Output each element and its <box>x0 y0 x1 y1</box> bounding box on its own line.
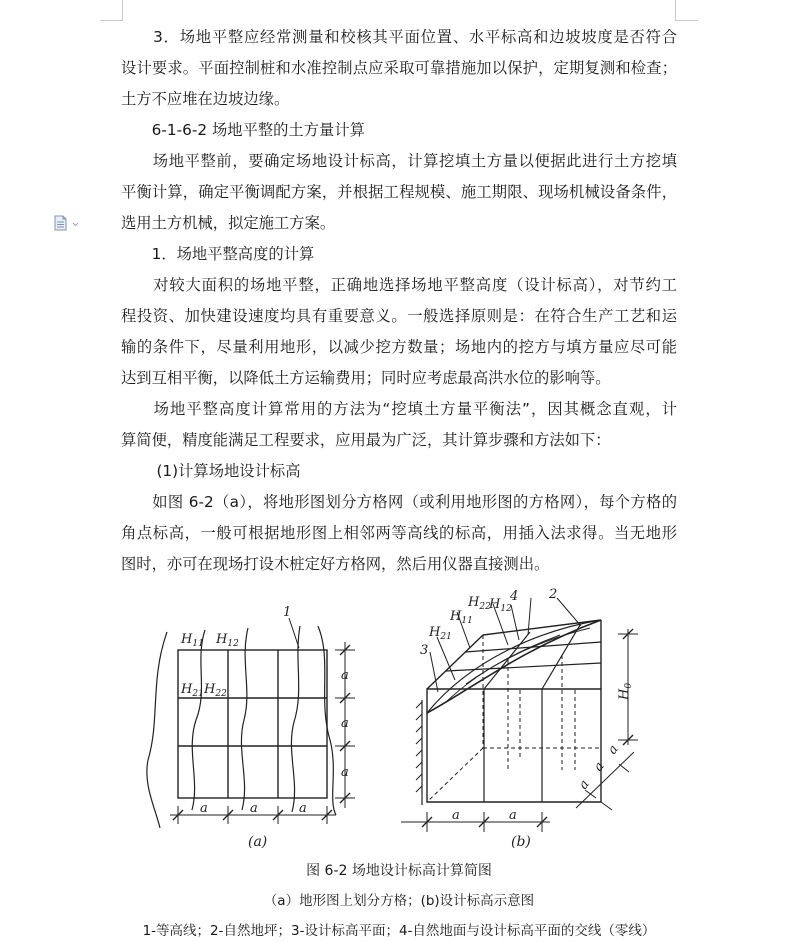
dim-a: a <box>200 801 208 816</box>
paragraph-line: 角点标高，一般可根据地形图上相邻两等高线的标高，用插入法求得。当无地形 <box>121 524 677 542</box>
dim-a: a <box>509 808 517 823</box>
dim-a: a <box>341 765 349 780</box>
dim-a: a <box>604 742 622 758</box>
label-h21: $H_{21}$ <box>181 682 204 699</box>
subsection-heading: 1．场地平整高度的计算 <box>121 245 315 263</box>
paragraph-line: 图时，亦可在现场打设木桩定好方格网，然后用仪器直接测出。 <box>121 555 550 573</box>
paragraph-line: 如图 6-2（a），将地形图划分方格网（或利用地形图的方格网），每个方格的 <box>121 493 677 511</box>
figure-subtitle: （a）地形图上划分方格；(b)设计标高示意图 <box>263 893 535 909</box>
figure-legend: 1-等高线；2-自然地坪；3-设计标高平面；4-自然地面与设计标高平面的交线（零线） <box>142 923 656 939</box>
paragraph-line: 土方不应堆在边坡边缘。 <box>121 90 290 108</box>
paragraph-line: 算简便，精度能满足工程要求，应用最为广泛，其计算步骤和方法如下： <box>121 431 611 449</box>
paragraph-line: 程投资、加快建设速度均具有重要意义。一般选择原则是：在符合生产工艺和运 <box>121 307 677 325</box>
label-h11: $H_{11}$ <box>181 632 204 649</box>
section-heading: 6-1-6-2 场地平整的土方量计算 <box>121 121 365 139</box>
label-h12: $H_{12}$ <box>216 632 239 649</box>
panel-b-labels <box>420 587 634 850</box>
dim-a: a <box>299 801 307 816</box>
label-h21: $H_{21}$ <box>429 625 452 642</box>
paragraph-line: 平衡计算，确定平衡调配方案，并根据工程规模、施工期限、现场机械设备条件， <box>121 183 677 201</box>
dim-a: a <box>575 777 593 793</box>
panel-a-label: (a) <box>248 834 268 850</box>
callout-3: 3 <box>420 643 429 658</box>
callout-2: 2 <box>549 587 558 602</box>
dim-a: a <box>452 808 460 823</box>
paragraph-line: 对较大面积的场地平整，正确地选择场地平整高度（设计标高），对节约工 <box>121 276 677 294</box>
label-h22: $H_{22}$ <box>468 595 491 612</box>
paragraph-line: 输的条件下，尽量利用地形，以减少挖方数量；场地内的挖方与填方量应尽可能 <box>121 338 677 356</box>
dim-a: a <box>250 801 258 816</box>
paragraph-line: 选用土方机械，拟定施工方案。 <box>121 214 336 232</box>
label-h11: $H_{11}$ <box>450 609 473 626</box>
callout-4: 4 <box>510 589 519 604</box>
dim-a: a <box>341 716 349 731</box>
panel-a-diagram <box>147 618 355 828</box>
callout-1: 1 <box>283 605 292 620</box>
panel-b-label: (b) <box>511 834 531 850</box>
label-h22: $H_{22}$ <box>204 682 227 699</box>
paragraph-line: 场地平整前，要确定场地设计标高，计算挖填土方量以便据此进行土方挖填 <box>121 152 677 170</box>
step-heading: (1)计算场地设计标高 <box>121 462 301 480</box>
dim-a: a <box>590 759 608 775</box>
figure-title: 图 6-2 场地设计标高计算简图 <box>306 863 492 879</box>
paragraph-line: 3．场地平整应经常测量和校核其平面位置、水平标高和边坡坡度是否符合 <box>121 28 677 46</box>
panel-a-labels <box>180 605 349 850</box>
paragraph-line: 场地平整高度计算常用的方法为“挖填土方量平衡法”，因其概念直观，计 <box>121 400 677 418</box>
label-h0: $H_0$ <box>617 682 634 700</box>
paragraph-line: 设计要求。平面控制桩和水准控制点应采取可靠措施加以保护，定期复测和检查； <box>121 59 677 77</box>
paragraph-line: 达到互相平衡，以降低土方运输费用；同时应考虑最高洪水位的影响等。 <box>121 369 611 387</box>
label-h12: $H_{12}$ <box>489 597 512 614</box>
dim-a: a <box>341 668 349 683</box>
